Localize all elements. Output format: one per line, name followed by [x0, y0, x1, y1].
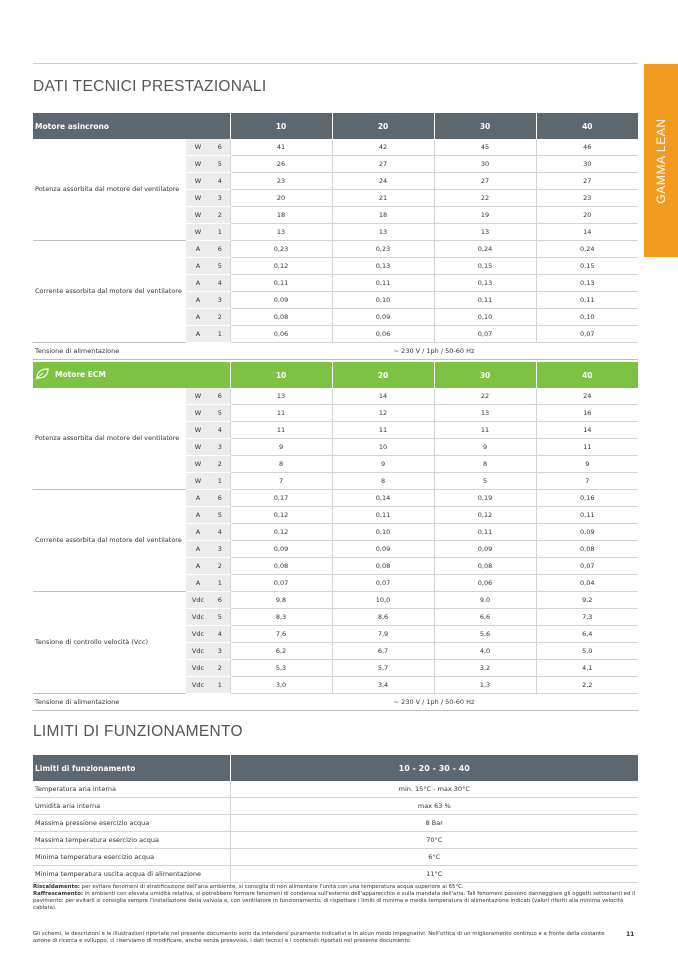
value-cell: 10,0 — [332, 592, 434, 609]
speed-cell: 2 — [210, 660, 230, 677]
value-cell: 0,12 — [230, 258, 332, 275]
value-cell: 0,06 — [434, 575, 536, 592]
unit-cell: A — [186, 507, 210, 524]
unit-cell: Vdc — [186, 677, 210, 694]
row-group-label-text: Potenza assorbita dal motore del ventilatore — [35, 185, 180, 193]
value-cell: 0,04 — [536, 575, 638, 592]
speed-cell: 5 — [210, 258, 230, 275]
limits-row — [33, 866, 638, 883]
eco-leaf-icon — [35, 368, 51, 382]
value-cell: 7,9 — [332, 626, 434, 643]
value-cell: 0,11 — [434, 524, 536, 541]
limits-row — [33, 832, 638, 849]
limits-row — [33, 849, 638, 866]
row-group-label — [33, 592, 186, 694]
value-cell: 6,4 — [536, 626, 638, 643]
table-motore-ecm — [33, 362, 638, 711]
limits-row — [33, 815, 638, 832]
unit-cell: W — [186, 156, 210, 173]
notes — [33, 884, 638, 912]
speed-cell: 2 — [210, 558, 230, 575]
value-cell: 0,08 — [434, 558, 536, 575]
value-cell: 0,10 — [332, 292, 434, 309]
unit-cell: W — [186, 405, 210, 422]
speed-cell: 4 — [210, 275, 230, 292]
value-cell: 0,11 — [332, 507, 434, 524]
speed-cell: 2 — [210, 309, 230, 326]
value-cell: 3,2 — [434, 660, 536, 677]
unit-cell: Vdc — [186, 609, 210, 626]
row-group-label-text: Potenza assorbita dal motore del ventilatore — [35, 434, 180, 442]
speed-cell: 3 — [210, 643, 230, 660]
value-cell: 27 — [434, 173, 536, 190]
value-cell: 0,15 — [434, 258, 536, 275]
value-cell: 0,08 — [536, 541, 638, 558]
limits-row-label: Umidità aria interna — [33, 798, 230, 815]
value-cell: 45 — [434, 139, 536, 156]
value-cell: 9,0 — [434, 592, 536, 609]
value-cell: 0,15 — [536, 258, 638, 275]
limits-row-label: Minima temperatura esercizio acqua — [33, 849, 230, 866]
limits-row-label: Massima temperatura esercizio acqua — [33, 832, 230, 849]
table-row — [33, 592, 638, 609]
value-cell: 0,13 — [332, 258, 434, 275]
value-cell: 24 — [536, 388, 638, 405]
disclaimer: Gli schemi, le descrizioni e le illustrazioni riportate nel presente documento sono da intendersi puramente indicativi e in alcun modo impegnativi. Nell'ottica di un miglioramento continuo e a fronte della costante azione di ricerca e sviluppo, ci riserviamo di modificare, anche senza preavviso, i dati tecnici e i contenuti riportati nel presente documento. — [33, 931, 605, 944]
footer-value: ~ 230 V / 1ph / 50-60 Hz — [230, 694, 638, 711]
speed-cell: 3 — [210, 541, 230, 558]
value-cell: 0,11 — [536, 507, 638, 524]
value-cell: 9 — [434, 439, 536, 456]
value-cell: 9,8 — [230, 592, 332, 609]
unit-cell: W — [186, 190, 210, 207]
value-cell: 16 — [536, 405, 638, 422]
speed-cell: 4 — [210, 422, 230, 439]
column-header: 40 — [536, 362, 638, 388]
unit-cell: Vdc — [186, 626, 210, 643]
value-cell: 7,6 — [230, 626, 332, 643]
value-cell: 20 — [536, 207, 638, 224]
value-cell: 18 — [230, 207, 332, 224]
speed-cell: 6 — [210, 490, 230, 507]
table-row — [33, 490, 638, 507]
value-cell: 0,06 — [332, 326, 434, 343]
unit-cell: Vdc — [186, 660, 210, 677]
value-cell: 13 — [230, 224, 332, 241]
value-cell: 0,08 — [230, 558, 332, 575]
column-header: 30 — [434, 113, 536, 139]
value-cell: 0,09 — [332, 309, 434, 326]
speed-cell: 5 — [210, 405, 230, 422]
value-cell: 0,12 — [230, 524, 332, 541]
column-header: 20 — [332, 362, 434, 388]
sidebar-tab — [644, 64, 678, 257]
value-cell: 0,13 — [536, 275, 638, 292]
speed-cell: 5 — [210, 609, 230, 626]
value-cell: 0,10 — [332, 524, 434, 541]
limits-row — [33, 798, 638, 815]
value-cell: 9 — [536, 456, 638, 473]
limits-header-row — [33, 755, 638, 781]
value-cell: 0,11 — [332, 275, 434, 292]
speed-cell: 5 — [210, 507, 230, 524]
limits-row-value: max 63 % — [230, 798, 638, 815]
value-cell: 1,3 — [434, 677, 536, 694]
column-header: 30 — [434, 362, 536, 388]
unit-cell: A — [186, 575, 210, 592]
value-cell: 0,14 — [332, 490, 434, 507]
footer-label: Tensione di alimentazione — [33, 694, 230, 711]
limits-row-label: Minima temperatura uscita acqua di alimentazione — [33, 866, 230, 883]
speed-cell: 3 — [210, 190, 230, 207]
value-cell: 0,11 — [536, 292, 638, 309]
note-heating-text: per evitare fenomeni di stratificazione dell'aria ambiente, si consiglia di non alimentare l'unità con una temperatura acqua superiore ai 65°C. — [79, 884, 464, 890]
value-cell: 0,11 — [434, 292, 536, 309]
value-cell: 0,09 — [332, 541, 434, 558]
value-cell: 5 — [434, 473, 536, 490]
row-group-label-text: Corrente assorbita dal motore del ventilatore — [35, 287, 182, 295]
value-cell: 3,4 — [332, 677, 434, 694]
value-cell: 13 — [434, 224, 536, 241]
section-title-limits: LIMITI DI FUNZIONAMENTO — [33, 723, 243, 740]
note-heating-label: Riscaldamento: — [33, 884, 80, 890]
unit-cell: A — [186, 490, 210, 507]
value-cell: 23 — [536, 190, 638, 207]
footer-value: ~ 230 V / 1ph / 50-60 Hz — [230, 343, 638, 360]
speed-cell: 5 — [210, 156, 230, 173]
value-cell: 30 — [536, 156, 638, 173]
value-cell: 9 — [332, 456, 434, 473]
value-cell: 14 — [332, 388, 434, 405]
value-cell: 4,1 — [536, 660, 638, 677]
value-cell: 0,07 — [332, 575, 434, 592]
value-cell: 27 — [332, 156, 434, 173]
unit-cell: A — [186, 524, 210, 541]
row-group-label — [33, 388, 186, 490]
value-cell: 0,09 — [230, 541, 332, 558]
unit-cell: W — [186, 456, 210, 473]
value-cell: 9 — [230, 439, 332, 456]
column-header: 10 — [230, 113, 332, 139]
unit-cell: W — [186, 388, 210, 405]
value-cell: 0,08 — [332, 558, 434, 575]
value-cell: 5,6 — [434, 626, 536, 643]
value-cell: 22 — [434, 190, 536, 207]
row-group-label — [33, 139, 186, 241]
table-header-text: Motore ECM — [55, 370, 106, 379]
value-cell: 20 — [230, 190, 332, 207]
unit-cell: A — [186, 275, 210, 292]
value-cell: 0,10 — [536, 309, 638, 326]
value-cell: 0,09 — [230, 292, 332, 309]
value-cell: 0,17 — [230, 490, 332, 507]
value-cell: 7,3 — [536, 609, 638, 626]
value-cell: 0,24 — [536, 241, 638, 258]
limits-header-value: 10 - 20 - 30 - 40 — [230, 755, 638, 781]
speed-cell: 6 — [210, 241, 230, 258]
limits-row-value: 8 Bar — [230, 815, 638, 832]
value-cell: 0,10 — [434, 309, 536, 326]
table-header-label — [33, 113, 230, 139]
speed-cell: 4 — [210, 626, 230, 643]
value-cell: 18 — [332, 207, 434, 224]
speed-cell: 1 — [210, 326, 230, 343]
table-header-row — [33, 113, 638, 139]
column-header: 20 — [332, 113, 434, 139]
column-header: 10 — [230, 362, 332, 388]
value-cell: 0,07 — [230, 575, 332, 592]
section-title-performance: DATI TECNICI PRESTAZIONALI — [33, 78, 267, 95]
limits-row-value: 11°C — [230, 866, 638, 883]
limits-row-value: min. 15°C - max 30°C — [230, 781, 638, 798]
column-header: 40 — [536, 113, 638, 139]
unit-cell: W — [186, 439, 210, 456]
speed-cell: 2 — [210, 207, 230, 224]
value-cell: 27 — [536, 173, 638, 190]
table-footer-row — [33, 343, 638, 360]
speed-cell: 1 — [210, 224, 230, 241]
table-header-row — [33, 362, 638, 388]
value-cell: 6,2 — [230, 643, 332, 660]
table-motore-asincrono — [33, 113, 638, 360]
table-footer-row — [33, 694, 638, 711]
row-group-label-text: Tensione di controllo velocità (Vcc) — [35, 638, 148, 646]
top-divider — [33, 63, 638, 64]
speed-cell: 2 — [210, 456, 230, 473]
value-cell: 19 — [434, 207, 536, 224]
speed-cell: 3 — [210, 439, 230, 456]
value-cell: 0,12 — [434, 507, 536, 524]
value-cell: 11 — [434, 422, 536, 439]
speed-cell: 6 — [210, 592, 230, 609]
value-cell: 0,09 — [434, 541, 536, 558]
value-cell: 22 — [434, 388, 536, 405]
value-cell: 14 — [536, 224, 638, 241]
value-cell: 5,3 — [230, 660, 332, 677]
value-cell: 26 — [230, 156, 332, 173]
unit-cell: W — [186, 473, 210, 490]
footer-label: Tensione di alimentazione — [33, 343, 230, 360]
speed-cell: 4 — [210, 524, 230, 541]
sidebar-label: GAMMA LEAN — [654, 118, 668, 204]
limits-header-label: Limiti di funzionamento — [33, 755, 230, 781]
value-cell: 9,2 — [536, 592, 638, 609]
value-cell: 42 — [332, 139, 434, 156]
note-cooling-text: in ambienti con elevata umidità relativa, si potrebbero formare fenomeni di condensa sull'esterno dell'apparecchio e sulla mandata dell'aria. Tali fenomeni possono danneggiare gli oggetti sottostanti ed il pavimento; per evitarli si consiglia sempre l'installazione della valvola e, con ventilatore in funzionamento, di rispettare i limiti di minima e media temperatura di alimentazione indicati (valori riferiti alla minima velocità cablata). — [33, 891, 636, 911]
value-cell: 0,23 — [332, 241, 434, 258]
value-cell: 8,3 — [230, 609, 332, 626]
value-cell: 41 — [230, 139, 332, 156]
value-cell: 6,6 — [434, 609, 536, 626]
value-cell: 6,7 — [332, 643, 434, 660]
unit-cell: W — [186, 224, 210, 241]
speed-cell: 4 — [210, 173, 230, 190]
value-cell: 13 — [230, 388, 332, 405]
unit-cell: W — [186, 422, 210, 439]
row-group-label-text: Corrente assorbita dal motore del ventilatore — [35, 536, 182, 544]
value-cell: 23 — [230, 173, 332, 190]
value-cell: 2,2 — [536, 677, 638, 694]
table-header-label — [33, 362, 230, 388]
value-cell: 11 — [332, 422, 434, 439]
value-cell: 0,11 — [230, 275, 332, 292]
value-cell: 0,23 — [230, 241, 332, 258]
unit-cell: Vdc — [186, 643, 210, 660]
speed-cell: 3 — [210, 292, 230, 309]
value-cell: 0,07 — [434, 326, 536, 343]
value-cell: 0,16 — [536, 490, 638, 507]
row-group-label — [33, 490, 186, 592]
unit-cell: A — [186, 541, 210, 558]
value-cell: 0,13 — [434, 275, 536, 292]
value-cell: 11 — [536, 439, 638, 456]
limits-row-value: 70°C — [230, 832, 638, 849]
unit-cell: A — [186, 258, 210, 275]
value-cell: 13 — [434, 405, 536, 422]
unit-cell: Vdc — [186, 592, 210, 609]
unit-cell: W — [186, 173, 210, 190]
value-cell: 4,0 — [434, 643, 536, 660]
value-cell: 8 — [332, 473, 434, 490]
page-number: 11 — [626, 931, 635, 938]
value-cell: 12 — [332, 405, 434, 422]
value-cell: 8 — [434, 456, 536, 473]
value-cell: 30 — [434, 156, 536, 173]
table-header-text: Motore asincrono — [35, 121, 109, 131]
value-cell: 0,12 — [230, 507, 332, 524]
unit-cell: A — [186, 292, 210, 309]
row-group-label — [33, 241, 186, 343]
value-cell: 0,09 — [536, 524, 638, 541]
value-cell: 0,07 — [536, 326, 638, 343]
value-cell: 5,7 — [332, 660, 434, 677]
limits-row-label: Temperatura aria interna — [33, 781, 230, 798]
table-row — [33, 388, 638, 405]
limits-row-label: Massima pressione esercizio acqua — [33, 815, 230, 832]
value-cell: 21 — [332, 190, 434, 207]
value-cell: 8 — [230, 456, 332, 473]
value-cell: 0,08 — [230, 309, 332, 326]
value-cell: 0,24 — [434, 241, 536, 258]
value-cell: 24 — [332, 173, 434, 190]
value-cell: 46 — [536, 139, 638, 156]
unit-cell: W — [186, 207, 210, 224]
limits-row — [33, 781, 638, 798]
table-limiti-funzionamento — [33, 755, 638, 883]
speed-cell: 1 — [210, 575, 230, 592]
unit-cell: A — [186, 326, 210, 343]
value-cell: 11 — [230, 422, 332, 439]
value-cell: 7 — [536, 473, 638, 490]
unit-cell: A — [186, 558, 210, 575]
table-row — [33, 139, 638, 156]
value-cell: 13 — [332, 224, 434, 241]
value-cell: 14 — [536, 422, 638, 439]
unit-cell: A — [186, 241, 210, 258]
value-cell: 0,19 — [434, 490, 536, 507]
speed-cell: 1 — [210, 473, 230, 490]
speed-cell: 6 — [210, 139, 230, 156]
value-cell: 10 — [332, 439, 434, 456]
value-cell: 0,06 — [230, 326, 332, 343]
limits-row-value: 6°C — [230, 849, 638, 866]
value-cell: 5,0 — [536, 643, 638, 660]
value-cell: 11 — [230, 405, 332, 422]
value-cell: 8,6 — [332, 609, 434, 626]
unit-cell: W — [186, 139, 210, 156]
speed-cell: 1 — [210, 677, 230, 694]
unit-cell: A — [186, 309, 210, 326]
note-cooling-label: Raffrescamento: — [33, 891, 84, 897]
value-cell: 3,0 — [230, 677, 332, 694]
speed-cell: 6 — [210, 388, 230, 405]
value-cell: 0,07 — [536, 558, 638, 575]
table-row — [33, 241, 638, 258]
value-cell: 7 — [230, 473, 332, 490]
